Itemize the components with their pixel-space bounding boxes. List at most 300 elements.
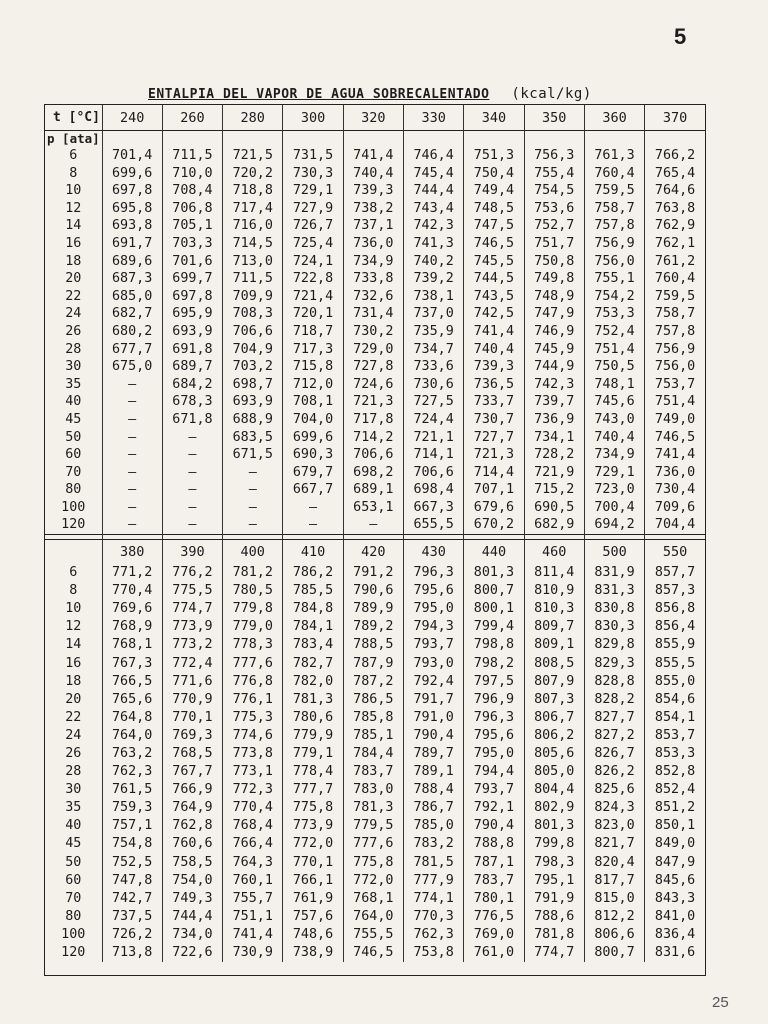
enthalpy-cell: 772,3: [223, 781, 283, 799]
enthalpy-cell: 841,0: [645, 908, 705, 926]
enthalpy-cell: 790,4: [464, 817, 524, 835]
enthalpy-cell: 765,6: [102, 691, 162, 709]
enthalpy-cell: 855,0: [645, 673, 705, 691]
enthalpy-cell: 730,4: [645, 481, 705, 499]
enthalpy-cell: –: [162, 446, 222, 464]
enthalpy-cell: 691,8: [162, 341, 222, 359]
enthalpy-cell: 764,3: [223, 854, 283, 872]
enthalpy-cell: 694,2: [584, 516, 644, 534]
enthalpy-cell: 776,1: [223, 691, 283, 709]
enthalpy-cell: 773,8: [223, 745, 283, 763]
enthalpy-table-frame: [44, 104, 706, 976]
pressure-cell: 28: [65, 764, 82, 780]
enthalpy-cell: 755,5: [343, 926, 403, 944]
enthalpy-cell: 701,6: [162, 253, 222, 271]
enthalpy-cell: 798,3: [524, 854, 584, 872]
enthalpy-cell: 698,4: [403, 481, 463, 499]
enthalpy-cell: 789,7: [403, 745, 463, 763]
enthalpy-cell: 783,7: [464, 872, 524, 890]
pressure-cell: 28: [65, 341, 82, 357]
enthalpy-cell: 741,4: [645, 446, 705, 464]
pressure-cell: 60: [65, 872, 82, 888]
enthalpy-cell: 735,9: [403, 323, 463, 341]
enthalpy-cell: 693,8: [102, 217, 162, 235]
enthalpy-cell: 739,2: [403, 270, 463, 288]
enthalpy-cell: 695,9: [162, 305, 222, 323]
enthalpy-cell: 857,7: [645, 564, 705, 582]
enthalpy-table: [45, 105, 705, 962]
enthalpy-cell: 791,2: [343, 564, 403, 582]
enthalpy-cell: 685,0: [102, 288, 162, 306]
enthalpy-cell: 754,5: [524, 182, 584, 200]
spacer-cell: [343, 131, 403, 148]
enthalpy-cell: 688,9: [223, 411, 283, 429]
enthalpy-cell: 699,6: [283, 429, 343, 447]
temperature-header-row-1: [45, 105, 705, 131]
enthalpy-cell: 806,6: [584, 926, 644, 944]
unit-label: (kcal/kg): [511, 86, 592, 102]
enthalpy-cell: 770,1: [283, 854, 343, 872]
enthalpy-cell: 806,2: [524, 727, 584, 745]
enthalpy-cell: 770,1: [162, 709, 222, 727]
enthalpy-cell: 800,1: [464, 600, 524, 618]
enthalpy-cell: 782,0: [283, 673, 343, 691]
enthalpy-cell: 829,3: [584, 655, 644, 673]
enthalpy-cell: 743,0: [584, 411, 644, 429]
table-row: [45, 393, 705, 411]
enthalpy-cell: 746,9: [524, 323, 584, 341]
table-row: [45, 516, 705, 534]
pressure-cell: 80: [65, 482, 82, 498]
enthalpy-cell: 784,1: [283, 618, 343, 636]
enthalpy-cell: 757,6: [283, 908, 343, 926]
enthalpy-cell: 737,5: [102, 908, 162, 926]
pressure-cell: 30: [65, 359, 82, 375]
pressure-cell: 26: [65, 323, 82, 339]
enthalpy-cell: 853,7: [645, 727, 705, 745]
enthalpy-cell: 778,3: [223, 636, 283, 654]
enthalpy-cell: 775,8: [343, 854, 403, 872]
enthalpy-cell: 750,5: [584, 358, 644, 376]
enthalpy-cell: 736,9: [524, 411, 584, 429]
enthalpy-cell: 722,8: [283, 270, 343, 288]
enthalpy-cell: 744,4: [403, 182, 463, 200]
enthalpy-cell: –: [102, 446, 162, 464]
enthalpy-cell: 740,2: [403, 253, 463, 271]
table-row: [45, 464, 705, 482]
enthalpy-cell: 845,6: [645, 872, 705, 890]
enthalpy-cell: 740,4: [584, 429, 644, 447]
enthalpy-cell: 777,6: [223, 655, 283, 673]
enthalpy-cell: 753,8: [403, 944, 463, 962]
enthalpy-cell: 829,8: [584, 636, 644, 654]
enthalpy-cell: –: [102, 393, 162, 411]
enthalpy-cell: 791,0: [403, 709, 463, 727]
enthalpy-cell: 766,1: [283, 872, 343, 890]
enthalpy-cell: 852,8: [645, 763, 705, 781]
enthalpy-cell: 756,0: [645, 358, 705, 376]
enthalpy-cell: 793,0: [403, 655, 463, 673]
enthalpy-cell: 706,6: [403, 464, 463, 482]
enthalpy-cell: 711,5: [162, 147, 222, 165]
table-row: [45, 745, 705, 763]
enthalpy-cell: 744,4: [162, 908, 222, 926]
enthalpy-cell: 855,9: [645, 636, 705, 654]
enthalpy-cell: 741,4: [223, 926, 283, 944]
spacer-cell: [162, 131, 222, 148]
enthalpy-cell: 698,7: [223, 376, 283, 394]
enthalpy-cell: 774,7: [162, 600, 222, 618]
table-row: [45, 673, 705, 691]
enthalpy-cell: 800,7: [584, 944, 644, 962]
enthalpy-cell: 755,7: [223, 890, 283, 908]
enthalpy-cell: 714,4: [464, 464, 524, 482]
enthalpy-cell: 776,2: [162, 564, 222, 582]
table-row: [45, 323, 705, 341]
enthalpy-cell: 775,3: [223, 709, 283, 727]
enthalpy-cell: 713,0: [223, 253, 283, 271]
enthalpy-cell: –: [162, 481, 222, 499]
enthalpy-cell: 766,9: [162, 781, 222, 799]
enthalpy-cell: 718,8: [223, 182, 283, 200]
enthalpy-cell: 758,5: [162, 854, 222, 872]
enthalpy-cell: 742,7: [102, 890, 162, 908]
enthalpy-cell: 774,7: [524, 944, 584, 962]
enthalpy-cell: 759,5: [584, 182, 644, 200]
enthalpy-cell: 756,0: [584, 253, 644, 271]
title-text: ENTALPIA DEL VAPOR DE AGUA SOBRECALENTADO: [148, 87, 490, 102]
enthalpy-cell: 747,5: [464, 217, 524, 235]
enthalpy-cell: 788,4: [403, 781, 463, 799]
enthalpy-cell: 738,2: [343, 200, 403, 218]
enthalpy-cell: 738,1: [403, 288, 463, 306]
enthalpy-cell: 761,3: [584, 147, 644, 165]
enthalpy-cell: –: [102, 481, 162, 499]
enthalpy-cell: 792,4: [403, 673, 463, 691]
pressure-cell: 12: [65, 619, 82, 635]
enthalpy-cell: 785,1: [343, 727, 403, 745]
enthalpy-cell: 828,2: [584, 691, 644, 709]
pressure-cell: 70: [65, 890, 82, 906]
enthalpy-cell: 741,3: [403, 235, 463, 253]
enthalpy-cell: 807,3: [524, 691, 584, 709]
enthalpy-cell: 767,7: [162, 763, 222, 781]
enthalpy-cell: 770,3: [403, 908, 463, 926]
enthalpy-cell: 769,6: [102, 600, 162, 618]
enthalpy-cell: 743,4: [403, 200, 463, 218]
enthalpy-cell: 784,4: [343, 745, 403, 763]
enthalpy-cell: 758,7: [584, 200, 644, 218]
enthalpy-cell: 745,6: [584, 393, 644, 411]
enthalpy-cell: 768,4: [223, 817, 283, 835]
enthalpy-cell: 789,2: [343, 618, 403, 636]
enthalpy-cell: 830,8: [584, 600, 644, 618]
enthalpy-cell: 798,8: [464, 636, 524, 654]
enthalpy-cell: 690,5: [524, 499, 584, 517]
enthalpy-cell: 799,4: [464, 618, 524, 636]
enthalpy-cell: 742,3: [524, 376, 584, 394]
enthalpy-cell: 774,1: [403, 890, 463, 908]
enthalpy-cell: 779,0: [223, 618, 283, 636]
enthalpy-cell: 698,2: [343, 464, 403, 482]
pressure-cell: 100: [61, 926, 86, 942]
enthalpy-cell: 699,7: [162, 270, 222, 288]
enthalpy-cell: 768,1: [343, 890, 403, 908]
enthalpy-cell: 738,9: [283, 944, 343, 962]
enthalpy-cell: 700,4: [584, 499, 644, 517]
pressure-cell: 26: [65, 746, 82, 761]
enthalpy-cell: –: [102, 464, 162, 482]
enthalpy-cell: 826,2: [584, 763, 644, 781]
enthalpy-cell: 768,5: [162, 745, 222, 763]
enthalpy-cell: 754,8: [102, 835, 162, 853]
enthalpy-cell: 855,5: [645, 655, 705, 673]
enthalpy-cell: 761,5: [102, 781, 162, 799]
enthalpy-cell: 690,3: [283, 446, 343, 464]
table-row: [45, 835, 705, 853]
enthalpy-cell: 780,1: [464, 890, 524, 908]
enthalpy-cell: 749,0: [645, 411, 705, 429]
enthalpy-cell: 725,4: [283, 235, 343, 253]
enthalpy-cell: 679,7: [283, 464, 343, 482]
enthalpy-cell: 730,7: [464, 411, 524, 429]
enthalpy-cell: 802,9: [524, 799, 584, 817]
enthalpy-cell: 726,2: [102, 926, 162, 944]
enthalpy-cell: –: [343, 516, 403, 534]
pressure-cell: 24: [65, 727, 82, 743]
table-row: [45, 305, 705, 323]
enthalpy-cell: 784,8: [283, 600, 343, 618]
enthalpy-cell: 653,1: [343, 499, 403, 517]
enthalpy-cell: 757,1: [102, 817, 162, 835]
enthalpy-cell: 739,7: [524, 393, 584, 411]
enthalpy-cell: 762,3: [102, 763, 162, 781]
enthalpy-cell: –: [223, 481, 283, 499]
enthalpy-cell: 766,5: [102, 673, 162, 691]
enthalpy-cell: 801,3: [464, 564, 524, 582]
enthalpy-cell: 742,5: [464, 305, 524, 323]
enthalpy-cell: 754,0: [162, 872, 222, 890]
enthalpy-cell: 736,0: [343, 235, 403, 253]
temperature-header-row-2: [45, 540, 705, 565]
table-row: [45, 691, 705, 709]
enthalpy-cell: 727,7: [464, 429, 524, 447]
table-row: [45, 709, 705, 727]
enthalpy-cell: 728,2: [524, 446, 584, 464]
enthalpy-cell: 752,4: [584, 323, 644, 341]
pressure-cell: 120: [61, 517, 86, 533]
enthalpy-cell: 721,1: [403, 429, 463, 447]
enthalpy-cell: 745,9: [524, 341, 584, 359]
pressure-cell: 45: [65, 411, 82, 427]
pressure-cell: 10: [65, 601, 82, 617]
enthalpy-cell: 786,7: [403, 799, 463, 817]
pressure-cell: 12: [65, 200, 82, 216]
enthalpy-cell: 695,8: [102, 200, 162, 218]
enthalpy-cell: 734,7: [403, 341, 463, 359]
enthalpy-cell: 731,5: [283, 147, 343, 165]
enthalpy-cell: 854,6: [645, 691, 705, 709]
enthalpy-cell: 772,0: [283, 835, 343, 853]
enthalpy-cell: 770,4: [223, 799, 283, 817]
enthalpy-cell: 704,4: [645, 516, 705, 534]
table-row: [45, 926, 705, 944]
enthalpy-cell: 714,1: [403, 446, 463, 464]
enthalpy-cell: 787,2: [343, 673, 403, 691]
pressure-cell: 50: [65, 854, 82, 870]
enthalpy-cell: 771,2: [102, 564, 162, 582]
enthalpy-cell: 745,4: [403, 165, 463, 183]
pressure-cell: 14: [65, 218, 82, 234]
enthalpy-cell: 727,8: [343, 358, 403, 376]
enthalpy-cell: 742,3: [403, 217, 463, 235]
table-row: [45, 411, 705, 429]
enthalpy-cell: 693,9: [162, 323, 222, 341]
enthalpy-cell: 788,6: [524, 908, 584, 926]
enthalpy-cell: 730,9: [223, 944, 283, 962]
enthalpy-cell: 804,4: [524, 781, 584, 799]
enthalpy-cell: –: [102, 429, 162, 447]
enthalpy-cell: 756,9: [584, 235, 644, 253]
enthalpy-cell: 734,9: [343, 253, 403, 271]
enthalpy-cell: 847,9: [645, 854, 705, 872]
enthalpy-cell: –: [283, 516, 343, 534]
enthalpy-cell: 727,9: [283, 200, 343, 218]
temperature-header: 370: [645, 105, 705, 131]
enthalpy-cell: 808,5: [524, 655, 584, 673]
enthalpy-cell: 789,9: [343, 600, 403, 618]
enthalpy-cell: 763,8: [645, 200, 705, 218]
enthalpy-cell: 831,9: [584, 564, 644, 582]
enthalpy-cell: 678,3: [162, 393, 222, 411]
enthalpy-cell: 749,4: [464, 182, 524, 200]
table-row: [45, 727, 705, 745]
enthalpy-cell: 764,9: [162, 799, 222, 817]
pressure-cell: 40: [65, 818, 82, 834]
enthalpy-cell: 795,1: [524, 872, 584, 890]
table-row: [45, 854, 705, 872]
enthalpy-cell: –: [162, 516, 222, 534]
enthalpy-cell: 749,8: [524, 270, 584, 288]
pressure-cell: 100: [61, 499, 86, 515]
enthalpy-cell: 721,9: [524, 464, 584, 482]
enthalpy-cell: 815,0: [584, 890, 644, 908]
enthalpy-cell: 746,5: [645, 429, 705, 447]
enthalpy-cell: 744,9: [524, 358, 584, 376]
enthalpy-cell: 777,6: [343, 835, 403, 853]
enthalpy-cell: 796,3: [403, 564, 463, 582]
enthalpy-cell: 717,8: [343, 411, 403, 429]
temperature-header: 360: [584, 105, 644, 131]
enthalpy-cell: 760,4: [645, 270, 705, 288]
enthalpy-cell: 795,6: [464, 727, 524, 745]
enthalpy-cell: 781,8: [524, 926, 584, 944]
enthalpy-cell: 793,7: [464, 781, 524, 799]
enthalpy-cell: 734,0: [162, 926, 222, 944]
enthalpy-cell: 697,8: [102, 182, 162, 200]
enthalpy-cell: 746,5: [343, 944, 403, 962]
enthalpy-cell: 764,6: [645, 182, 705, 200]
enthalpy-cell: 708,3: [223, 305, 283, 323]
enthalpy-cell: 758,7: [645, 305, 705, 323]
spacer-cell: [584, 131, 644, 148]
enthalpy-cell: 775,8: [283, 799, 343, 817]
enthalpy-cell: 779,5: [343, 817, 403, 835]
enthalpy-cell: 811,4: [524, 564, 584, 582]
enthalpy-cell: 785,5: [283, 582, 343, 600]
enthalpy-cell: 707,1: [464, 481, 524, 499]
table-row: [45, 944, 705, 962]
enthalpy-cell: 764,0: [343, 908, 403, 926]
enthalpy-cell: 722,6: [162, 944, 222, 962]
enthalpy-cell: 671,5: [223, 446, 283, 464]
enthalpy-cell: 667,3: [403, 499, 463, 517]
enthalpy-cell: 689,6: [102, 253, 162, 271]
enthalpy-cell: 824,3: [584, 799, 644, 817]
pressure-cell: 40: [65, 394, 82, 410]
enthalpy-cell: 799,8: [524, 835, 584, 853]
table-row: [45, 147, 705, 165]
enthalpy-cell: 800,7: [464, 582, 524, 600]
enthalpy-cell: 809,7: [524, 618, 584, 636]
enthalpy-cell: 795,0: [464, 745, 524, 763]
enthalpy-cell: 762,8: [162, 817, 222, 835]
enthalpy-cell: 836,4: [645, 926, 705, 944]
enthalpy-cell: 781,3: [343, 799, 403, 817]
enthalpy-cell: 783,7: [343, 763, 403, 781]
pressure-cell: 30: [65, 782, 82, 798]
enthalpy-cell: 790,4: [403, 727, 463, 745]
enthalpy-cell: –: [162, 464, 222, 482]
enthalpy-cell: 780,5: [223, 582, 283, 600]
spacer-cell: [283, 131, 343, 148]
pressure-cell: 16: [65, 655, 82, 671]
footer-number: 25: [712, 994, 729, 1011]
enthalpy-cell: 721,3: [343, 393, 403, 411]
enthalpy-cell: 730,2: [343, 323, 403, 341]
pressure-header-row: [45, 131, 705, 148]
pressure-cell: 20: [65, 271, 82, 287]
table-row: [45, 270, 705, 288]
enthalpy-cell: 820,4: [584, 854, 644, 872]
enthalpy-cell: 691,7: [102, 235, 162, 253]
table-row: [45, 872, 705, 890]
enthalpy-cell: 856,8: [645, 600, 705, 618]
enthalpy-cell: 807,9: [524, 673, 584, 691]
enthalpy-cell: 786,2: [283, 564, 343, 582]
enthalpy-cell: 709,9: [223, 288, 283, 306]
enthalpy-cell: 684,2: [162, 376, 222, 394]
enthalpy-cell: 779,1: [283, 745, 343, 763]
temperature-header: 420: [343, 540, 403, 565]
temperature-header: 550: [645, 540, 705, 565]
enthalpy-cell: 747,8: [102, 872, 162, 890]
enthalpy-cell: 831,6: [645, 944, 705, 962]
temperature-header: 340: [464, 105, 524, 131]
enthalpy-cell: 711,5: [223, 270, 283, 288]
enthalpy-cell: 721,3: [464, 446, 524, 464]
enthalpy-cell: –: [283, 499, 343, 517]
enthalpy-cell: 751,7: [524, 235, 584, 253]
table-row: [45, 429, 705, 447]
enthalpy-cell: 826,7: [584, 745, 644, 763]
enthalpy-cell: 712,0: [283, 376, 343, 394]
temperature-header: 460: [524, 540, 584, 565]
temperature-header: 350: [524, 105, 584, 131]
enthalpy-cell: 810,9: [524, 582, 584, 600]
table-row: [45, 618, 705, 636]
pressure-cell: 20: [65, 691, 82, 707]
